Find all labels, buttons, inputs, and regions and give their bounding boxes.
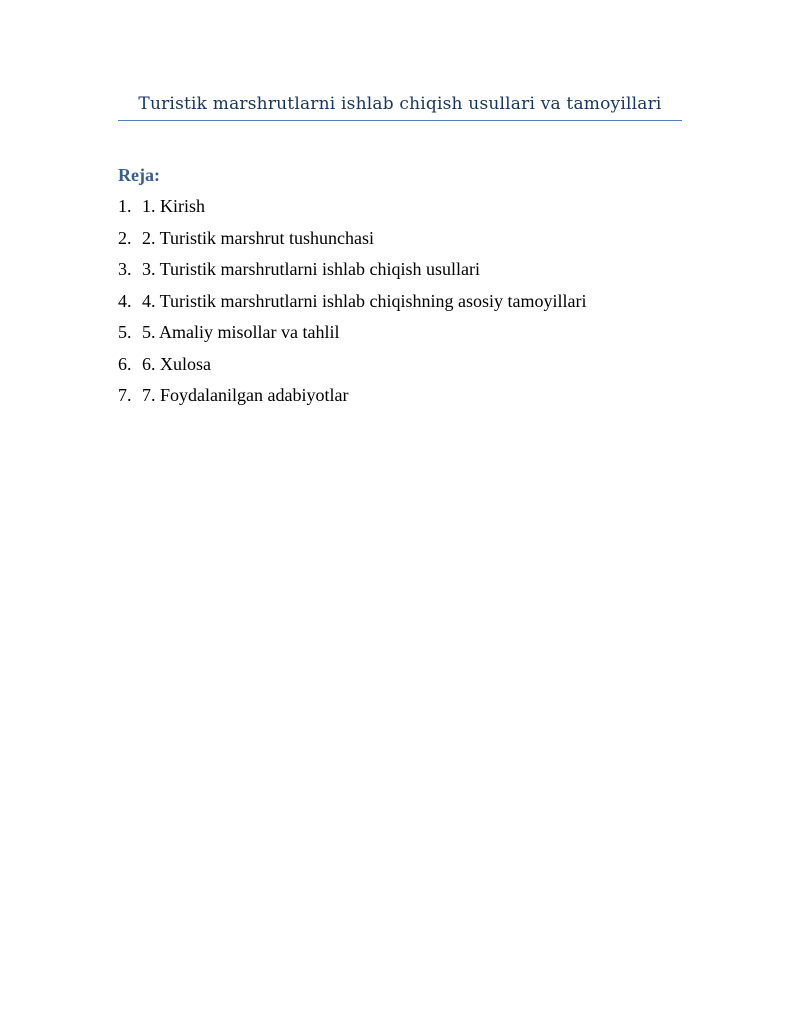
list-item-number: 3. <box>118 259 132 279</box>
list-item-number: 4. <box>118 290 132 311</box>
title-block <box>118 93 682 121</box>
list-item-text: 3. Turistik marshrutlarni ishlab chiqish usullari <box>142 259 480 279</box>
list-item-number: 2. <box>118 227 132 248</box>
list-item-number: 1. <box>118 196 132 216</box>
list-item-text: 2. Turistik marshrut tushunchasi <box>142 227 375 248</box>
plan-list <box>118 195 586 416</box>
list-item <box>118 258 586 290</box>
list-item-number: 5. <box>118 322 132 342</box>
list-item-text: 4. Turistik marshrutlarni ishlab chiqishning asosiy tamoyillari <box>142 290 587 311</box>
list-item <box>118 353 586 385</box>
document-title: Turistik marshrutlarni ishlab chiqish usullari va tamoyillari <box>138 94 662 114</box>
list-item-text: 1. Kirish <box>142 196 205 216</box>
list-item <box>118 321 586 353</box>
list-item <box>118 384 586 416</box>
list-item-text: 5. Amaliy misollar va tahlil <box>142 322 340 342</box>
list-item <box>118 195 586 227</box>
list-item-text: 7. Foydalanilgan adabiyotlar <box>142 385 349 405</box>
plan-heading: Reja: <box>118 165 160 185</box>
list-item-number: 7. <box>118 385 132 405</box>
list-item-text: 6. Xulosa <box>142 353 211 374</box>
list-item-number: 6. <box>118 353 132 374</box>
list-item <box>118 227 586 259</box>
list-item <box>118 290 586 322</box>
